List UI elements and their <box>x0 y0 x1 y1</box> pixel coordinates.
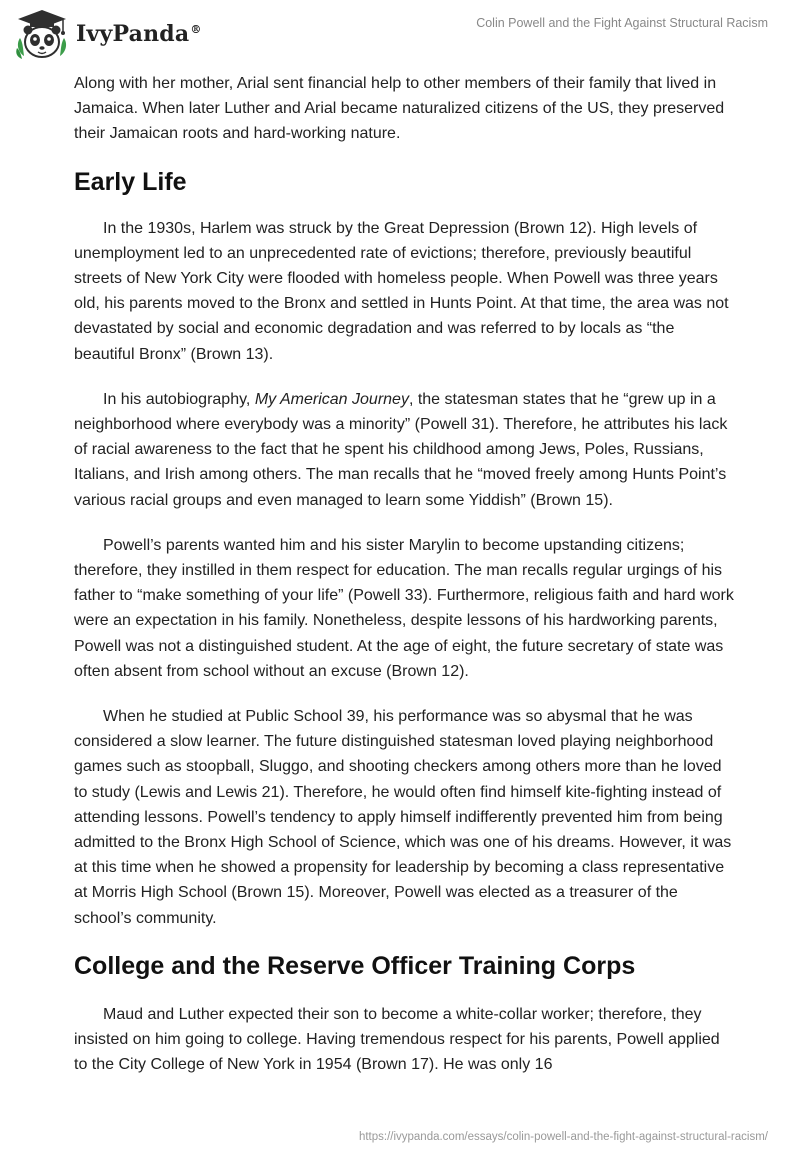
paragraph-1: In the 1930s, Harlem was struck by the Great Depression (Brown 12). High levels of unemployment led to an unprecedented rate of evictions; therefore, previously beautiful streets of New York City were flooded with homeless people. When Powell was three years old, his parents moved to the Bronx and settled in Hunts Point. At that time, the area was not devastated by social and economic degradation and was referred to by locals as “the beautiful Bronx” (Brown 13). <box>74 219 729 363</box>
early-life-heading: Early Life <box>74 167 187 196</box>
page-header <box>0 0 800 70</box>
college-heading: College and the Reserve Officer Training Corps <box>74 951 636 980</box>
registered-mark: ® <box>190 22 202 36</box>
paragraph-2-lead: In his autobiography, <box>103 390 255 408</box>
paragraph-4: When he studied at Public School 39, his performance was so abysmal that he was considered a slow learner. The future distinguished statesman loved playing neighborhood games such as stoopball, Sluggo, and shooting checkers among others more than he loved to study (Lewis and Lewis 21). Therefore, he would often find himself kite-fighting instead of attending lessons. Powell’s tendency to apply himself indifferently prevented him from being admitted to the Bronx High School of Science, which was one of his dreams. However, it was at this time when he showed a propensity for leadership by becoming a class representative at Morris High School (Brown 15). Moreover, Powell was elected as a treasurer of the school’s community. <box>74 708 732 927</box>
document-title: Colin Powell and the Fight Against Structural Racism <box>476 16 768 30</box>
book-title: My American Journey <box>254 390 409 408</box>
paragraph-2-rest: , the statesman states that he “grew up in a neighborhood where everybody was a minority” (Powell 31). Therefore, he attributes his lack of racial awareness to the fact that he spent his childhood among Jews, Poles, Russians, Italians, and Irish among others. The man recalls that he “moved freely among Hunts Point’s various racial groups and even managed to learn some Yiddish” (Brown 15). <box>74 390 728 509</box>
logo-wordmark <box>76 21 202 47</box>
essay-content <box>74 70 734 1078</box>
brand-name: IvyPanda <box>76 21 190 47</box>
panda-graduate-icon <box>14 8 70 60</box>
paragraph-3: Powell’s parents wanted him and his sister Marylin to become upstanding citizens; therefore, they instilled in them respect for education. The man recalls regular urgings of his father to “make something of your life” (Powell 33). Furthermore, religious faith and hard work were an expectation in his family. Nonetheless, despite lessons of his hardworking parents, Powell was not a distinguished student. At the age of eight, the future secretary of state was often absent from school without an excuse (Brown 12). <box>74 536 734 680</box>
intro-paragraph: Along with her mother, Arial sent financial help to other members of their family that lived in Jamaica. When later Luther and Arial became naturalized citizens of the US, they preserved their Jamaican roots and hard-working nature. <box>74 75 725 143</box>
ivypanda-logo[interactable] <box>14 8 202 60</box>
source-url[interactable]: https://ivypanda.com/essays/colin-powell-and-the-fight-against-structural-racism/ <box>358 1131 768 1143</box>
paragraph-5: Maud and Luther expected their son to become a white-collar worker; therefore, they insisted on him going to college. Having tremendous respect for his parents, Powell applied to the City College of New York in 1954 (Brown 17). He was only 16 <box>74 1005 720 1074</box>
paragraph-2 <box>74 387 734 513</box>
